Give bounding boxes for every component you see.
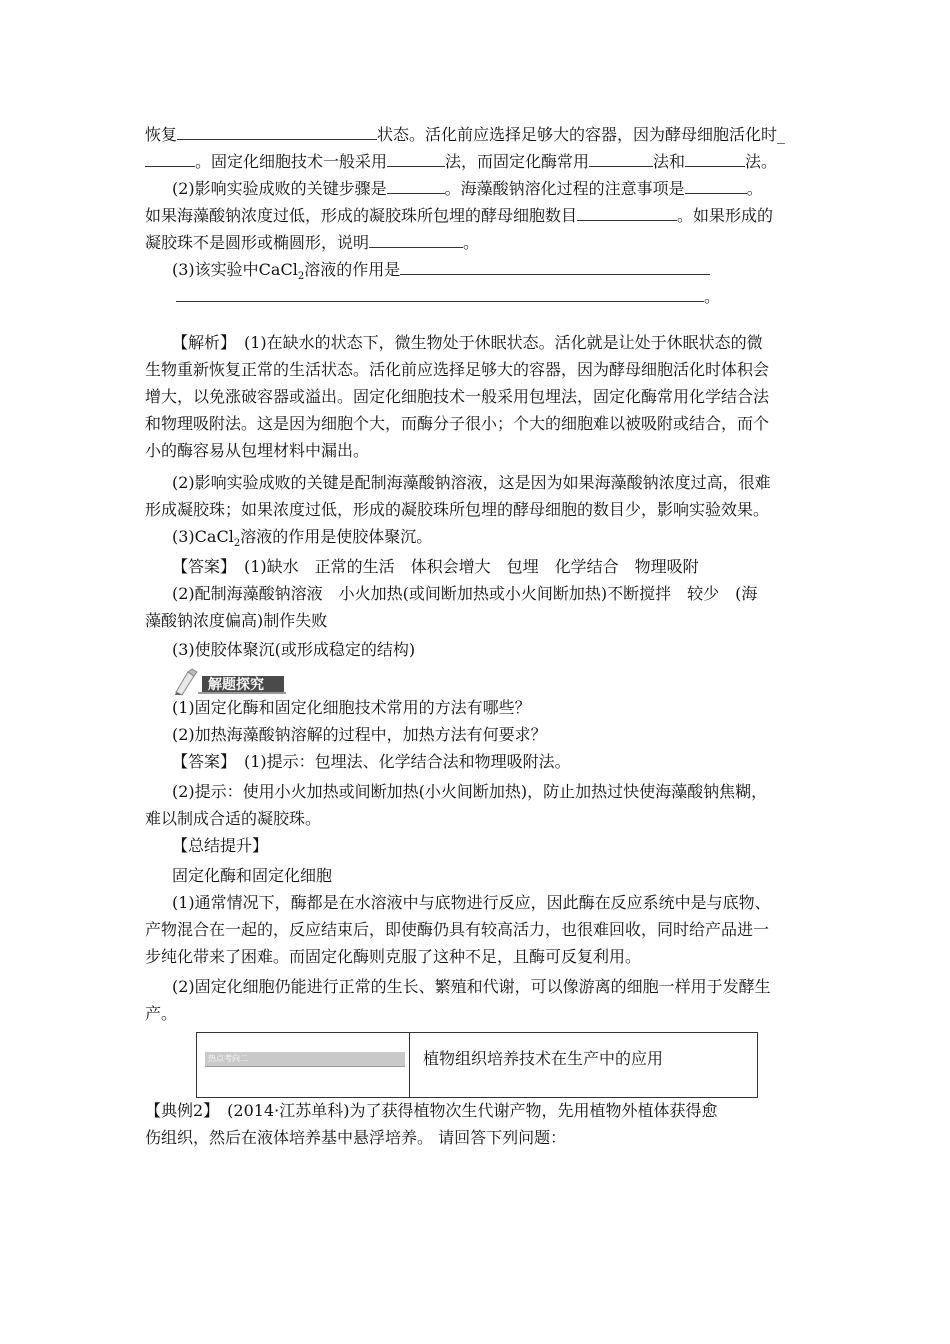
text: (2)影响实验成败的关键步骤是 <box>172 179 387 198</box>
text: 溶液的作用是 <box>304 260 401 279</box>
analysis-line: (2)影响实验成败的关键是配制海藻酸钠溶液，这是因为如果海藻酸钠浓度过高，很难 <box>172 473 771 492</box>
topic-tag <box>205 1052 405 1067</box>
answer-line: (2)配制海藻酸钠溶液 小火加热(或间断加热或小火间断加热)不断搅拌 较少 (海 <box>172 584 758 603</box>
answer-blank[interactable] <box>400 259 710 275</box>
summary-line: 产物混合在一起的，反应结束后，即使酶仍具有较高活力，也很难回收，同时给产品进一 <box>145 920 770 939</box>
answer-blank[interactable] <box>685 178 747 194</box>
text: 。 <box>746 179 763 198</box>
answer-line: (3)使胶体聚沉(或形成稳定的结构) <box>172 640 416 659</box>
q1-line-2 <box>145 151 777 172</box>
answer-blank[interactable] <box>685 151 745 167</box>
text: 法，而固定化酶常用 <box>445 152 590 171</box>
analysis-line <box>172 527 432 554</box>
explore-question: (2)加热海藻酸钠溶解的过程中，加热方法有何要求？ <box>172 725 547 744</box>
text: 。如果形成的 <box>677 206 774 225</box>
q2-line-2 <box>145 205 773 226</box>
text: 如果海藻酸钠浓度过低，形成的凝胶珠所包埋的酵母细胞数目 <box>145 206 578 225</box>
summary-heading: 【总结提升】 <box>172 836 269 855</box>
explore-banner <box>172 668 287 696</box>
summary-line: 步纯化带来了困难。而固定化酶则克服了这种不足，且酶可反复利用。 <box>145 947 642 966</box>
text: 。固定化细胞技术一般采用 <box>195 152 388 171</box>
q2-line-1 <box>172 178 763 199</box>
analysis-line: 增大，以免涨破容器或溢出。固定化细胞技术一般采用包埋法，固定化酶常用化学结合法 <box>145 387 770 406</box>
answer-blank[interactable] <box>387 178 445 194</box>
answer-line: 【答案】 (1)缺水 正常的生活 体积会增大 包埋 化学结合 物理吸附 <box>172 557 699 576</box>
summary-line: (1)通常情况下，酶都是在水溶液中与底物进行反应，因此酶在反应系统中是与底物、 <box>172 893 771 912</box>
example-line: 【典例2】 (2014·江苏单科)为了获得植物次生代谢产物，先用植物外植体获得愈 <box>145 1101 718 1120</box>
subscript: 2 <box>233 538 241 550</box>
q1-line-1 <box>145 124 785 145</box>
answer-blank[interactable] <box>145 151 195 167</box>
answer-blank[interactable] <box>177 124 377 140</box>
text: 凝胶珠不是圆形或椭圆形，说明 <box>145 233 370 252</box>
text: 。 <box>463 233 480 252</box>
explore-answer: (2)提示：使用小火加热或间断加热(小火间断加热)，防止加热过快使海藻酸钠焦糊， <box>172 782 768 801</box>
analysis-line: 形成凝胶珠；如果浓度过低，形成的凝胶珠所包埋的酵母细胞的数目少，影响实验效果。 <box>145 500 770 519</box>
explore-answer: 难以制成合适的凝胶珠。 <box>145 809 322 828</box>
example-line: 伤组织，然后在液体培养基中悬浮培养。 请回答下列问题： <box>145 1128 567 1147</box>
explore-answer: 【答案】 (1)提示：包埋法、化学结合法和物理吸附法。 <box>172 752 571 771</box>
summary-title: 固定化酶和固定化细胞 <box>172 866 333 885</box>
text: 溶液的作用是使胶体聚沉。 <box>240 527 433 546</box>
summary-line: (2)固定化细胞仍能进行正常的生长、繁殖和代谢，可以像游离的细胞一样用于发酵生 <box>172 977 771 996</box>
text: 。 <box>704 287 721 306</box>
topic-tag-cell <box>197 1033 410 1097</box>
q3-line-2 <box>176 286 720 307</box>
topic-tag-label: 热点考向二 <box>208 1054 248 1063</box>
subscript: 2 <box>297 271 305 283</box>
banner-label: 解题探究 <box>208 677 264 693</box>
topic-title: 植物组织培养技术在生产中的应用 <box>423 1049 664 1068</box>
text: (3)CaCl <box>172 527 234 546</box>
q2-line-3 <box>145 232 479 253</box>
text: 法和 <box>653 152 686 171</box>
analysis-line: 【解析】 (1)在缺水的状态下，微生物处于休眠状态。活化就是让处于休眠状态的微 <box>172 333 763 352</box>
topic-box <box>196 1032 758 1098</box>
answer-line: 藻酸钠浓度偏高)制作失败 <box>145 611 328 630</box>
answer-blank[interactable] <box>577 205 677 221</box>
text: 恢复 <box>145 125 178 144</box>
summary-line: 产。 <box>145 1004 178 1023</box>
text: 。海藻酸钠溶化过程的注意事项是 <box>444 179 685 198</box>
answer-blank[interactable] <box>369 232 463 248</box>
answer-blank[interactable] <box>176 286 704 302</box>
analysis-line: 生物重新恢复正常的生活状态。活化前应选择足够大的容器，因为酵母细胞活化时体积会 <box>145 360 770 379</box>
analysis-line: 和物理吸附法。这是因为细胞个大，而酶分子很小；个大的细胞难以被吸附或结合，而个 <box>145 414 770 433</box>
answer-blank[interactable] <box>589 151 653 167</box>
text: (3)该实验中CaCl <box>172 260 298 279</box>
analysis-line: 小的酶容易从包埋材料中漏出。 <box>145 441 370 460</box>
q3-line-1 <box>172 259 710 287</box>
text: 法。 <box>745 152 778 171</box>
text: 状态。活化前应选择足够大的容器，因为酵母细胞活化时_ <box>377 125 786 144</box>
explore-question: (1)固定化酶和固定化细胞技术常用的方法有哪些？ <box>172 698 531 717</box>
answer-blank[interactable] <box>387 151 445 167</box>
